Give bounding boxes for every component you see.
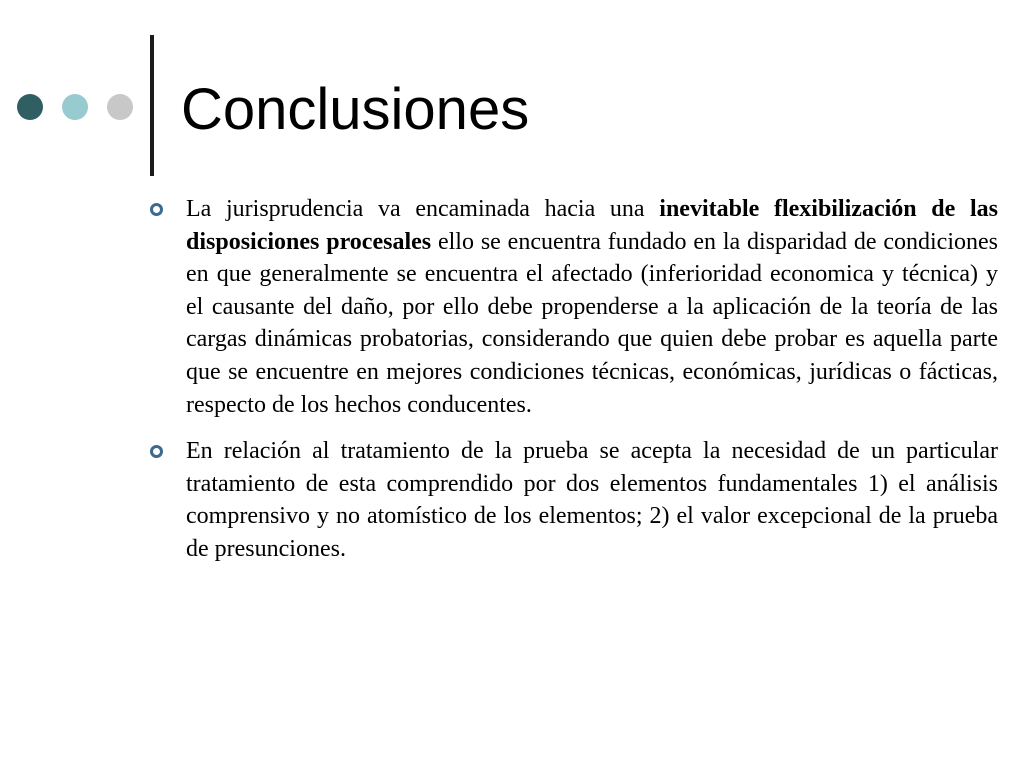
- bullet-text-1-end: ello se encuentra fundado en la disparidad de condiciones en que generalmente se encuentra el afectado (inferioridad economica y técnica) y el causante del daño, por ello debe propenderse a la aplicación de la teoría de las cargas dinámicas probatorias, considerando que quien debe probar es aquella parte que se encuentre en mejores condiciones técnicas, económicas, jurídicas o fácticas, respecto de los hechos conducentes.: [186, 228, 998, 418]
- bullet-text-1-emphasis: inevitable flexibilización de las disposiciones procesales: [186, 196, 999, 255]
- title-divider: [150, 35, 154, 176]
- bullet-item-2: [150, 435, 998, 565]
- bullet-text-2: En relación al tratamiento de la prueba se acepta la necesidad de un particular tratamiento de esta comprendido por dos elementos fundamentales 1) el análisis comprensivo y no atomístico de los elementos; 2) el valor excepcional de la prueba de presunciones.: [186, 438, 998, 562]
- slide-title: Conclusiones: [181, 77, 530, 142]
- bullet-item-1: [150, 193, 998, 421]
- bullet-list: [150, 193, 998, 580]
- ring-bullet-icon: [150, 445, 163, 458]
- ring-bullet-icon: [150, 203, 163, 216]
- light-teal-dot-icon: [62, 94, 88, 120]
- dark-teal-dot-icon: [17, 94, 43, 120]
- decorative-dots: [17, 93, 133, 121]
- bullet-text-1-start: La jurisprudencia va encaminada hacia una: [186, 196, 660, 222]
- grey-dot-icon: [107, 94, 133, 120]
